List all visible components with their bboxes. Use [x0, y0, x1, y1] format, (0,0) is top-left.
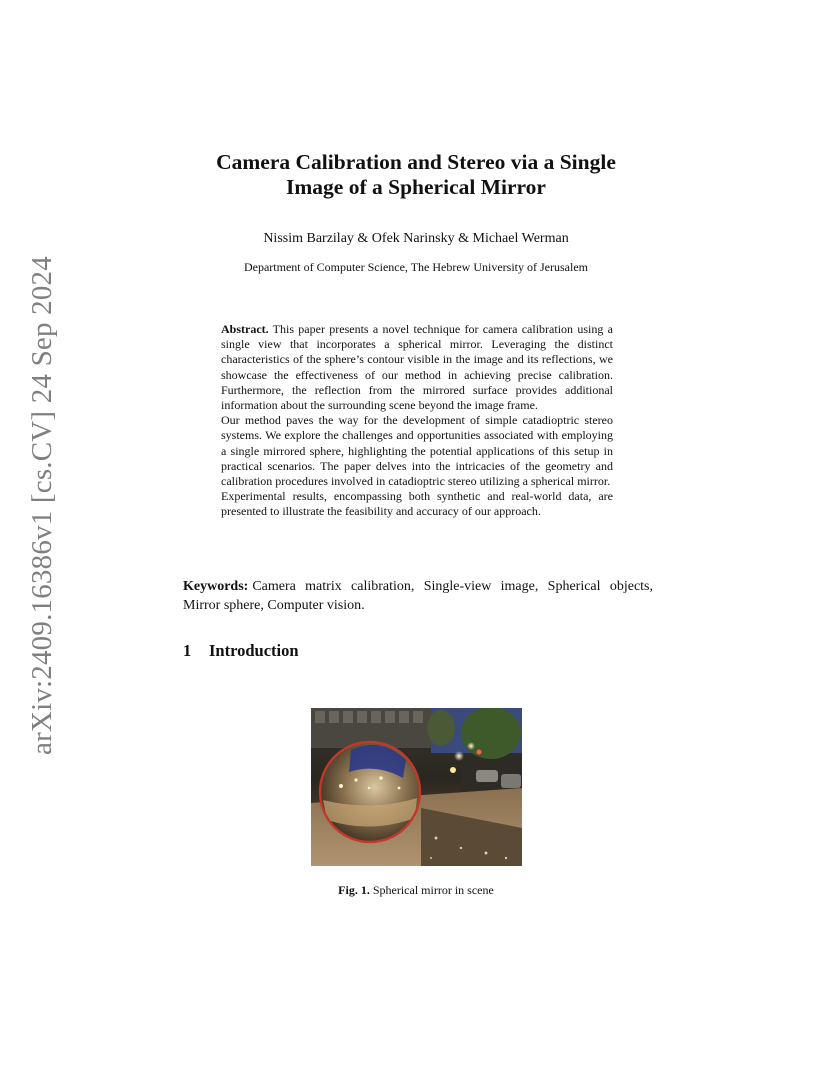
paper-title — [160, 150, 672, 200]
arxiv-identifier: arXiv:2409.16386v1 [cs.CV] 24 Sep 2024 — [26, 256, 58, 755]
abstract-paragraph-2: Our method paves the way for the development of simple catadioptric stereo systems. We explore the challenges and opportunities associated with employing a single mirrored sphere, highlighting the potential applications of this setup in practical scenarios. The paper delves into the intricacies of the geometry and calibration procedures involved in catadioptric stereo utilizing a spherical mirror. — [221, 413, 613, 489]
section-number: 1 — [183, 641, 192, 660]
street-light — [467, 742, 475, 750]
title-line-1: Camera Calibration and Stereo via a Single — [216, 150, 616, 174]
abstract-label: Abstract. — [221, 322, 269, 336]
section-heading-introduction — [183, 641, 483, 661]
figure-label: Fig. 1. — [338, 883, 370, 897]
author-list: Nissim Barzilay & Ofek Narinsky & Michael Werman — [263, 231, 569, 246]
keywords-label: Keywords: — [183, 579, 249, 594]
affiliation: Department of Computer Science, The Hebrew University of Jerusalem — [243, 260, 588, 274]
abstract — [221, 322, 613, 520]
abstract-paragraph-3: Experimental results, encompassing both synthetic and real-world data, are presented to illustrate the feasibility and accuracy of our approach. — [221, 489, 613, 519]
figure-spherical-mirror-photo — [311, 708, 522, 866]
figure-caption-text: Spherical mirror in scene — [372, 883, 494, 897]
tree-right — [461, 708, 521, 759]
keywords-text: Camera matrix calibration, Single-view image, Spherical objects, Mirror sphere, Computer vision. — [183, 579, 653, 613]
abstract-paragraph-1 — [221, 322, 613, 413]
car — [476, 770, 498, 782]
tree-center — [427, 710, 455, 746]
car — [501, 774, 521, 788]
traffic-light — [477, 750, 482, 755]
spherical-mirror-photo — [311, 708, 522, 866]
figure-caption — [220, 883, 612, 897]
street-light — [454, 751, 464, 761]
title-line-2: Image of a Spherical Mirror — [286, 175, 546, 199]
keywords — [183, 578, 653, 615]
section-title: Introduction — [209, 641, 299, 660]
abstract-text-1: This paper presents a novel technique for camera calibration using a single view that incorporates a spherical mirror. Leveraging the distinct characteristics of the sphere’s contour visible in the image and its reflections, we showcase the effectiveness of our method in achieving precise calibration. Furthermore, the reflection from the mirrored surface provides additional information about the surrounding scene beyond the image frame. — [221, 322, 613, 413]
street-light — [450, 767, 456, 773]
